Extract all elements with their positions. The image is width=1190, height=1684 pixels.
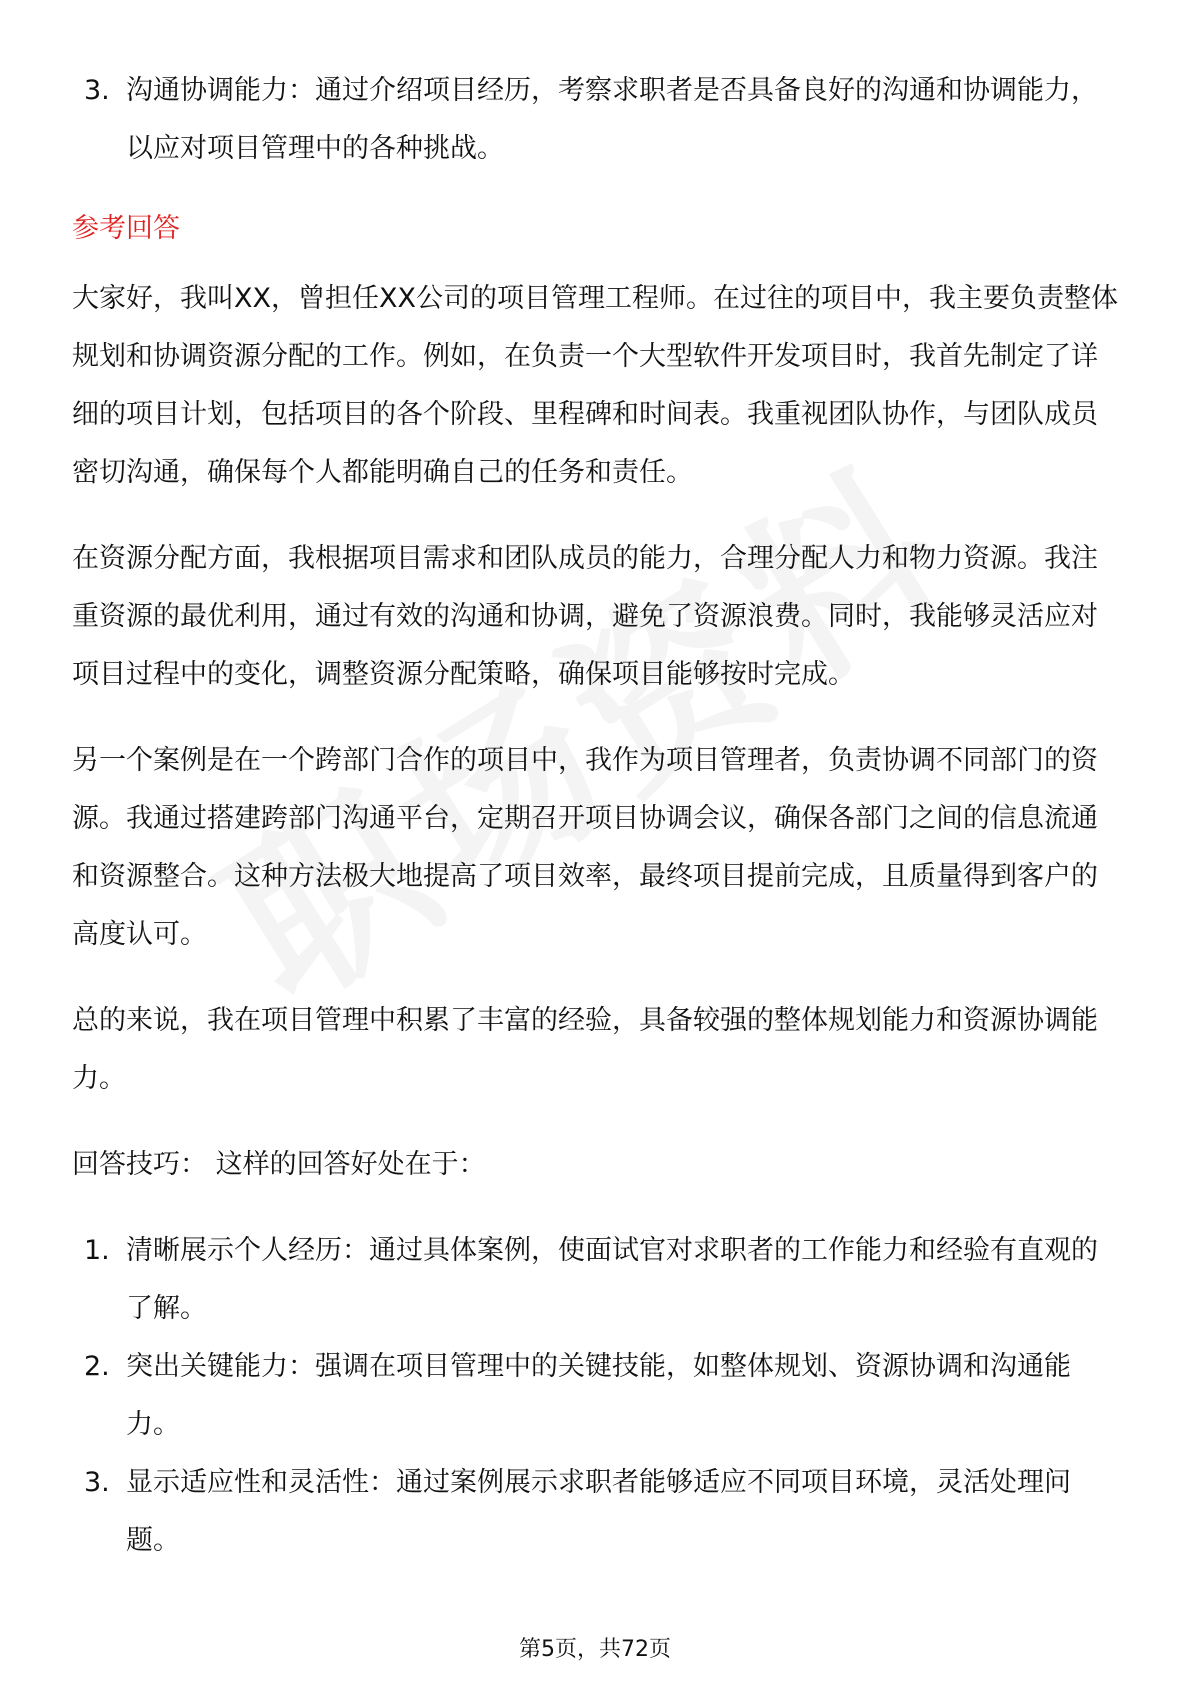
- list-item: [72, 1454, 1118, 1570]
- list-number: 1.: [84, 1235, 110, 1266]
- list-item: [72, 1222, 1118, 1338]
- list-item-text: 清晰展示个人经历：通过具体案例，使面试官对求职者的工作能力和经验有直观的了解。: [126, 1235, 1098, 1324]
- list-item-text: 沟通协调能力：通过介绍项目经历，考察求职者是否具备良好的沟通和协调能力，以应对项目管理中的各种挑战。: [126, 75, 1098, 164]
- list-item: [72, 1338, 1118, 1454]
- answer-paragraph: 大家好，我叫XX，曾担任XX公司的项目管理工程师。在过往的项目中，我主要负责整体规划和协调资源分配的工作。例如，在负责一个大型软件开发项目时，我首先制定了详细的项目计划，包括项目的各个阶段、里程碑和时间表。我重视团队协作，与团队成员密切沟通，确保每个人都能明确自己的任务和责任。: [72, 283, 1118, 488]
- list-item-text: 突出关键能力：强调在项目管理中的关键技能，如整体规划、资源协调和沟通能力。: [126, 1351, 1071, 1440]
- list-item-text: 显示适应性和灵活性：通过案例展示求职者能够适应不同项目环境，灵活处理问题。: [126, 1467, 1071, 1556]
- answer-paragraph: 另一个案例是在一个跨部门合作的项目中，我作为项目管理者，负责协调不同部门的资源。我通过搭建跨部门沟通平台，定期召开项目协调会议，确保各部门之间的信息流通和资源整合。这种方法极大地提高了项目效率，最终项目提前完成，且质量得到客户的高度认可。: [72, 745, 1098, 950]
- tips-intro: 回答技巧： 这样的回答好处在于：: [72, 1149, 486, 1180]
- answer-paragraph: 在资源分配方面，我根据项目需求和团队成员的能力，合理分配人力和物力资源。我注重资源的最优利用，通过有效的沟通和协调，避免了资源浪费。同时，我能够灵活应对项目过程中的变化，调整资源分配策略，确保项目能够按时完成。: [72, 543, 1098, 690]
- answer-paragraph: 总的来说，我在项目管理中积累了丰富的经验，具备较强的整体规划能力和资源协调能力。: [72, 1005, 1098, 1094]
- list-number: 3.: [84, 1467, 110, 1498]
- list-item: [72, 62, 1118, 178]
- list-number: 2.: [84, 1351, 110, 1382]
- page-footer: 第5页，共72页: [519, 1637, 671, 1662]
- list-number: 3.: [84, 75, 110, 106]
- page-content: [72, 62, 1118, 1570]
- section-title: 参考回答: [72, 213, 180, 244]
